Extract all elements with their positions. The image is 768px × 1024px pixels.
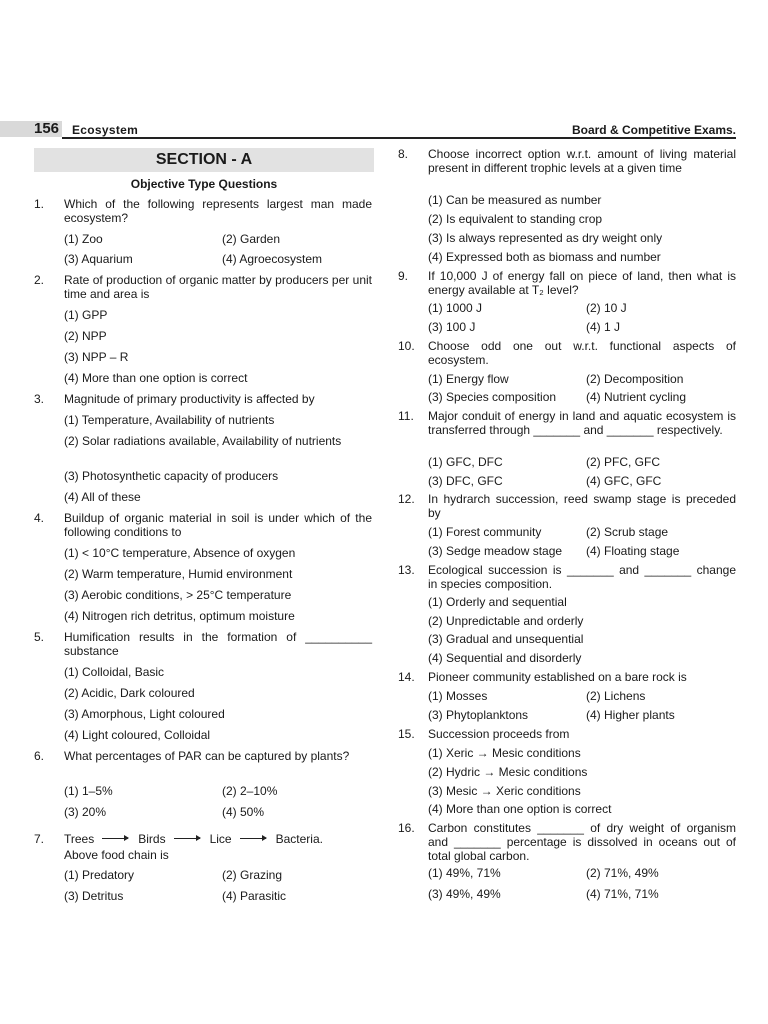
question-text: Choose odd one out w.r.t. functional aspects of ecosystem. xyxy=(428,339,736,367)
option: (3) Mesic → Xeric conditions xyxy=(428,784,581,798)
question-15 xyxy=(398,727,738,743)
option: (2) Unpredictable and orderly xyxy=(428,614,584,628)
question-16 xyxy=(398,821,738,865)
option: (1) 1000 J xyxy=(428,301,483,315)
question-number: 16. xyxy=(398,821,415,835)
question-number: 5. xyxy=(34,630,45,644)
question-number: 3. xyxy=(34,392,45,406)
option: (3) Species composition xyxy=(428,390,557,404)
option: (4) More than one option is correct xyxy=(64,371,248,385)
page-header xyxy=(0,121,768,137)
option: (3) NPP – R xyxy=(64,350,129,364)
option: (2) Warm temperature, Humid environment xyxy=(64,567,293,581)
question-14 xyxy=(398,670,738,686)
arrow-icon xyxy=(240,838,266,839)
question-number: 10. xyxy=(398,339,415,353)
option: (3) Is always represented as dry weight only xyxy=(428,231,663,245)
page-number: 156 xyxy=(34,120,60,137)
chain-item: Trees xyxy=(64,832,95,846)
question-10 xyxy=(398,339,738,369)
option: (4) Sequential and disorderly xyxy=(428,651,582,665)
question-13 xyxy=(398,563,738,593)
option: (4) Floating stage xyxy=(586,544,680,558)
option: (3) 100 J xyxy=(428,320,476,334)
option: (4) 71%, 71% xyxy=(586,887,659,901)
option: (4) Parasitic xyxy=(222,889,287,903)
series-title: Board & Competitive Exams. xyxy=(571,123,736,137)
question-11 xyxy=(398,409,738,453)
question-text: If 10,000 J of energy fall on piece of land, then what is energy available at T₂ level? xyxy=(428,269,736,297)
option: (1) Can be measured as number xyxy=(428,193,602,207)
question-text: Pioneer community established on a bare rock is xyxy=(428,670,687,684)
option: (1) 49%, 71% xyxy=(428,866,501,880)
chain-item: Lice xyxy=(209,832,232,846)
option: (1) Mosses xyxy=(428,689,488,703)
option: (4) Light coloured, Colloidal xyxy=(64,728,211,742)
question-12 xyxy=(398,492,738,522)
question-4 xyxy=(34,511,374,541)
option: (3) Detritus xyxy=(64,889,124,903)
option: (3) Photosynthetic capacity of producers xyxy=(64,469,279,483)
question-number: 9. xyxy=(398,269,409,283)
option: (2) PFC, GFC xyxy=(586,455,660,469)
question-number: 4. xyxy=(34,511,45,525)
food-chain xyxy=(64,832,374,846)
question-text: Succession proceeds from xyxy=(428,727,570,741)
option: (2) Acidic, Dark coloured xyxy=(64,686,195,700)
option: (3) Aerobic conditions, > 25°C temperature xyxy=(64,588,292,602)
option: (2) Is equivalent to standing crop xyxy=(428,212,603,226)
question-text: In hydrarch succession, reed swamp stage is preceded by xyxy=(428,492,736,520)
option: (2) Grazing xyxy=(222,868,283,882)
option: (2) 2–10% xyxy=(222,784,278,798)
question-number: 6. xyxy=(34,749,45,763)
question-number: 11. xyxy=(398,409,414,423)
question-5 xyxy=(34,630,374,660)
question-1 xyxy=(34,197,374,227)
header-rule xyxy=(62,137,736,139)
option: (3) Phytoplanktons xyxy=(428,708,529,722)
option: (2) NPP xyxy=(64,329,107,343)
option: (2) 71%, 49% xyxy=(586,866,659,880)
section-subtitle: Objective Type Questions xyxy=(130,177,278,191)
question-text: Carbon constitutes _______ of dry weight of organism and _______ percentage is dissolved in oceans out of total global carbon. xyxy=(428,821,736,863)
option: (4) GFC, GFC xyxy=(586,474,662,488)
question-number: 1. xyxy=(34,197,45,211)
chapter-title: Ecosystem xyxy=(72,123,139,137)
option: (4) Higher plants xyxy=(586,708,675,722)
arrow-icon xyxy=(102,838,128,839)
option: (1) Zoo xyxy=(64,232,103,246)
option: (1) GPP xyxy=(64,308,108,322)
question-text: Which of the following represents largest man made ecosystem? xyxy=(64,197,372,225)
question-3 xyxy=(34,392,374,408)
option: (1) < 10°C temperature, Absence of oxygen xyxy=(64,546,296,560)
option: (3) Aquarium xyxy=(64,252,133,266)
option: (4) 50% xyxy=(222,805,265,819)
option: (1) Temperature, Availability of nutrients xyxy=(64,413,275,427)
option: (4) Agroecosystem xyxy=(222,252,323,266)
question-number: 14. xyxy=(398,670,415,684)
option: (2) Garden xyxy=(222,232,281,246)
option: (4) Nutrient cycling xyxy=(586,390,687,404)
option: (4) Nitrogen rich detritus, optimum moisture xyxy=(64,609,295,623)
question-number: 13. xyxy=(398,563,415,577)
question-9 xyxy=(398,269,738,299)
question-text: Rate of production of organic matter by producers per unit time and area is xyxy=(64,273,372,301)
chain-item: Birds xyxy=(138,832,166,846)
option: (1) Xeric → Mesic conditions xyxy=(428,746,581,760)
option: (3) DFC, GFC xyxy=(428,474,503,488)
section-title: SECTION - A xyxy=(34,148,374,172)
question-number: 15. xyxy=(398,727,415,741)
question-text: Choose incorrect option w.r.t. amount of living material present in different trophic levels at a given time xyxy=(428,147,736,175)
option: (2) Lichens xyxy=(586,689,646,703)
option: (3) Gradual and unsequential xyxy=(428,632,584,646)
question-number: 8. xyxy=(398,147,409,161)
question-6 xyxy=(34,749,374,779)
question-number: 12. xyxy=(398,492,415,506)
question-number: 2. xyxy=(34,273,45,287)
option: (1) Predatory xyxy=(64,868,135,882)
option: (4) More than one option is correct xyxy=(428,802,612,816)
question-text: What percentages of PAR can be captured by plants? xyxy=(64,749,350,763)
option: (1) Energy flow xyxy=(428,372,509,386)
question-text: Ecological succession is _______ and _______ change in species composition. xyxy=(428,563,736,591)
option: (4) All of these xyxy=(64,490,141,504)
option: (2) 10 J xyxy=(586,301,627,315)
question-text: Major conduit of energy in land and aquatic ecosystem is transferred through _______ and _______ respectively. xyxy=(428,409,736,437)
question-number: 7. xyxy=(34,832,45,846)
option: (1) GFC, DFC xyxy=(428,455,503,469)
option: (1) Colloidal, Basic xyxy=(64,665,165,679)
option: (2) Decomposition xyxy=(586,372,684,386)
question-text: Magnitude of primary productivity is affected by xyxy=(64,392,315,406)
arrow-icon xyxy=(174,838,200,839)
option: (1) Orderly and sequential xyxy=(428,595,567,609)
option: (4) Expressed both as biomass and number xyxy=(428,250,661,264)
option: (1) Forest community xyxy=(428,525,542,539)
option: (2) Solar radiations available, Availability of nutrients xyxy=(64,434,342,448)
question-text: Above food chain is xyxy=(64,848,169,862)
option: (2) Hydric → Mesic conditions xyxy=(428,765,588,779)
option: (3) Amorphous, Light coloured xyxy=(64,707,225,721)
question-2 xyxy=(34,273,374,303)
question-text: Humification results in the formation of __________ substance xyxy=(64,630,372,658)
chain-item: Bacteria. xyxy=(275,832,323,846)
option: (1) 1–5% xyxy=(64,784,113,798)
option: (4) 1 J xyxy=(586,320,621,334)
question-8 xyxy=(398,147,738,191)
option: (3) 20% xyxy=(64,805,107,819)
option: (3) 49%, 49% xyxy=(428,887,501,901)
question-text: Buildup of organic material in soil is under which of the following conditions to xyxy=(64,511,372,539)
option: (3) Sedge meadow stage xyxy=(428,544,563,558)
option: (2) Scrub stage xyxy=(586,525,669,539)
